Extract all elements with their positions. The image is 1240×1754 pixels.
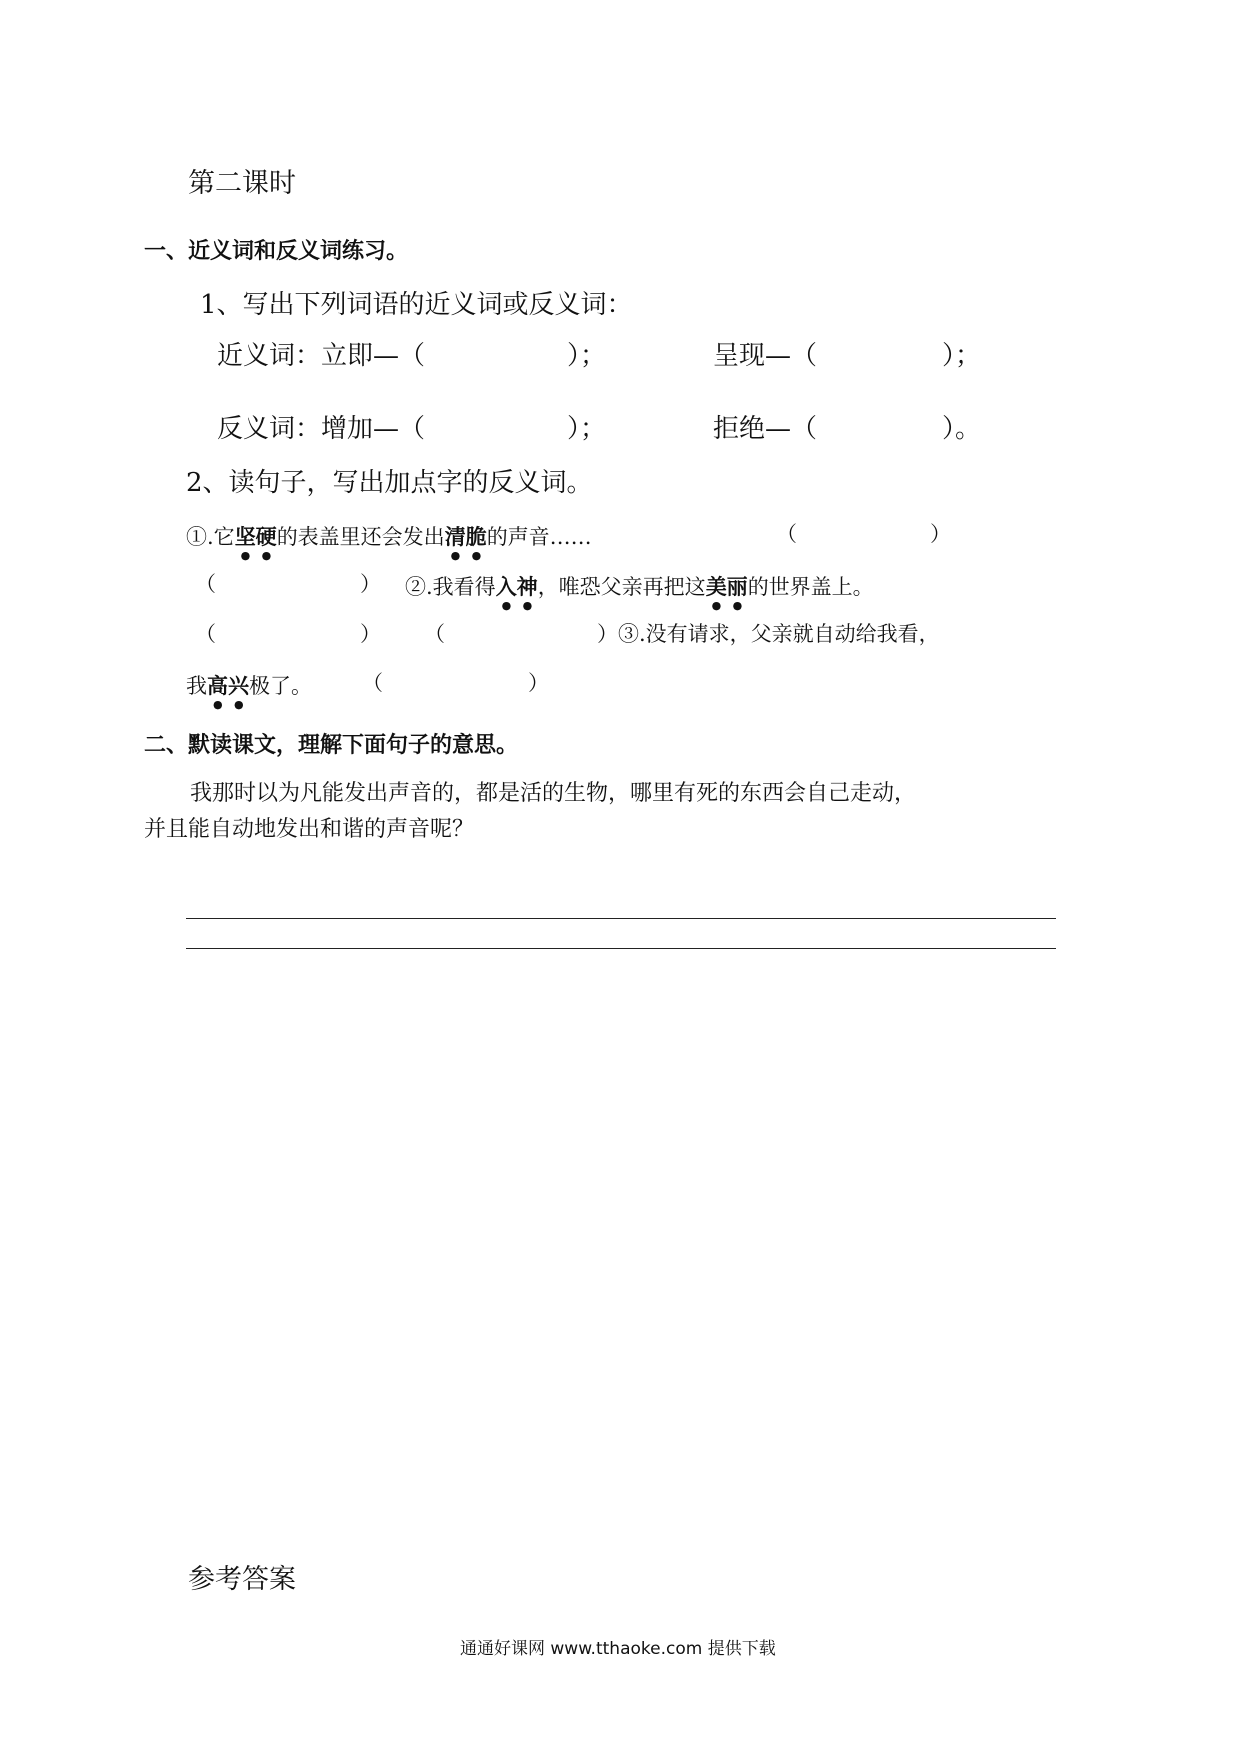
answer-paren-close-4: ） [597,622,618,646]
sentence-2-part-a: ②.我看得 [405,575,496,599]
antonym-label-zengjia: 反义词：增加—（ [217,414,426,444]
sentence-1-part-c: 的声音…… [486,525,592,549]
dotted-word-meili: 美丽 [705,574,748,599]
sentence-2-part-b: ，唯恐父亲再把这 [537,575,706,599]
antonym-label-jujue: 拒绝—（ [713,414,818,444]
q1-prompt: 1、写出下列词语的近义词或反义词： [200,290,633,320]
sentence-3-part-a: ③.没有请求，父亲就自动给我看， [618,622,940,646]
answer-paren-open-5: （ [362,671,383,695]
sentence-3-cont [186,673,312,711]
sentence-2 [405,574,874,612]
antonym-close-right: ）。 [942,414,982,444]
sentence-3-part-c: 极了。 [249,674,312,698]
synonym-close-left: ）； [567,341,607,371]
answers-title: 参考答案 [188,1564,296,1595]
antonym-close-left: ）； [567,414,607,444]
paragraph-line-1: 我那时以为凡能发出声音的，都是活的生物，哪里有死的东西会自己走动， [190,781,917,806]
dotted-word-jianying: 坚硬 [234,524,277,549]
sentence-2-part-c: 的世界盖上。 [747,575,874,599]
synonym-row-left [217,343,425,369]
dotted-word-qingcui: 清脆 [444,524,487,549]
section1-heading: 一、近义词和反义词练习。 [144,239,409,264]
synonym-label-chengxian: 呈现—（ [713,341,818,371]
answer-paren-close-5: ） [528,671,549,695]
sentence-3 [597,624,940,645]
answer-paren-open-3: （ [195,622,216,646]
sentence-1-part-a: ①.它 [186,525,235,549]
synonym-label-liji: 近义词：立即—（ [217,341,426,371]
answer-paren-close-1: ） [930,522,951,546]
footer-text: 通通好课网 www.tthaoke.com 提供下载 [460,1639,776,1659]
section2-heading: 二、默读课文，理解下面句子的意思。 [144,733,519,758]
answer-paren-open-1: （ [776,522,797,546]
dotted-word-rushen: 入神 [495,574,538,599]
synonym-close-right: ）； [942,341,982,371]
answer-line-1[interactable] [186,918,1056,919]
answer-paren-close-3: ） [360,622,381,646]
lesson-title: 第二课时 [188,168,296,199]
paragraph-line-2: 并且能自动地发出和谐的声音呢？ [144,817,475,842]
sentence-3-part-b: 我 [186,674,207,698]
answer-paren-open-4: （ [424,622,445,646]
answer-paren-open-2: （ [195,572,216,596]
dotted-word-gaoxing: 高兴 [207,673,249,698]
answer-paren-close-2: ） [360,572,381,596]
sentence-1 [186,524,592,562]
q2-prompt: 2、读句子，写出加点字的反义词。 [186,468,593,498]
answer-line-2[interactable] [186,948,1056,949]
sentence-1-part-b: 的表盖里还会发出 [276,525,445,549]
